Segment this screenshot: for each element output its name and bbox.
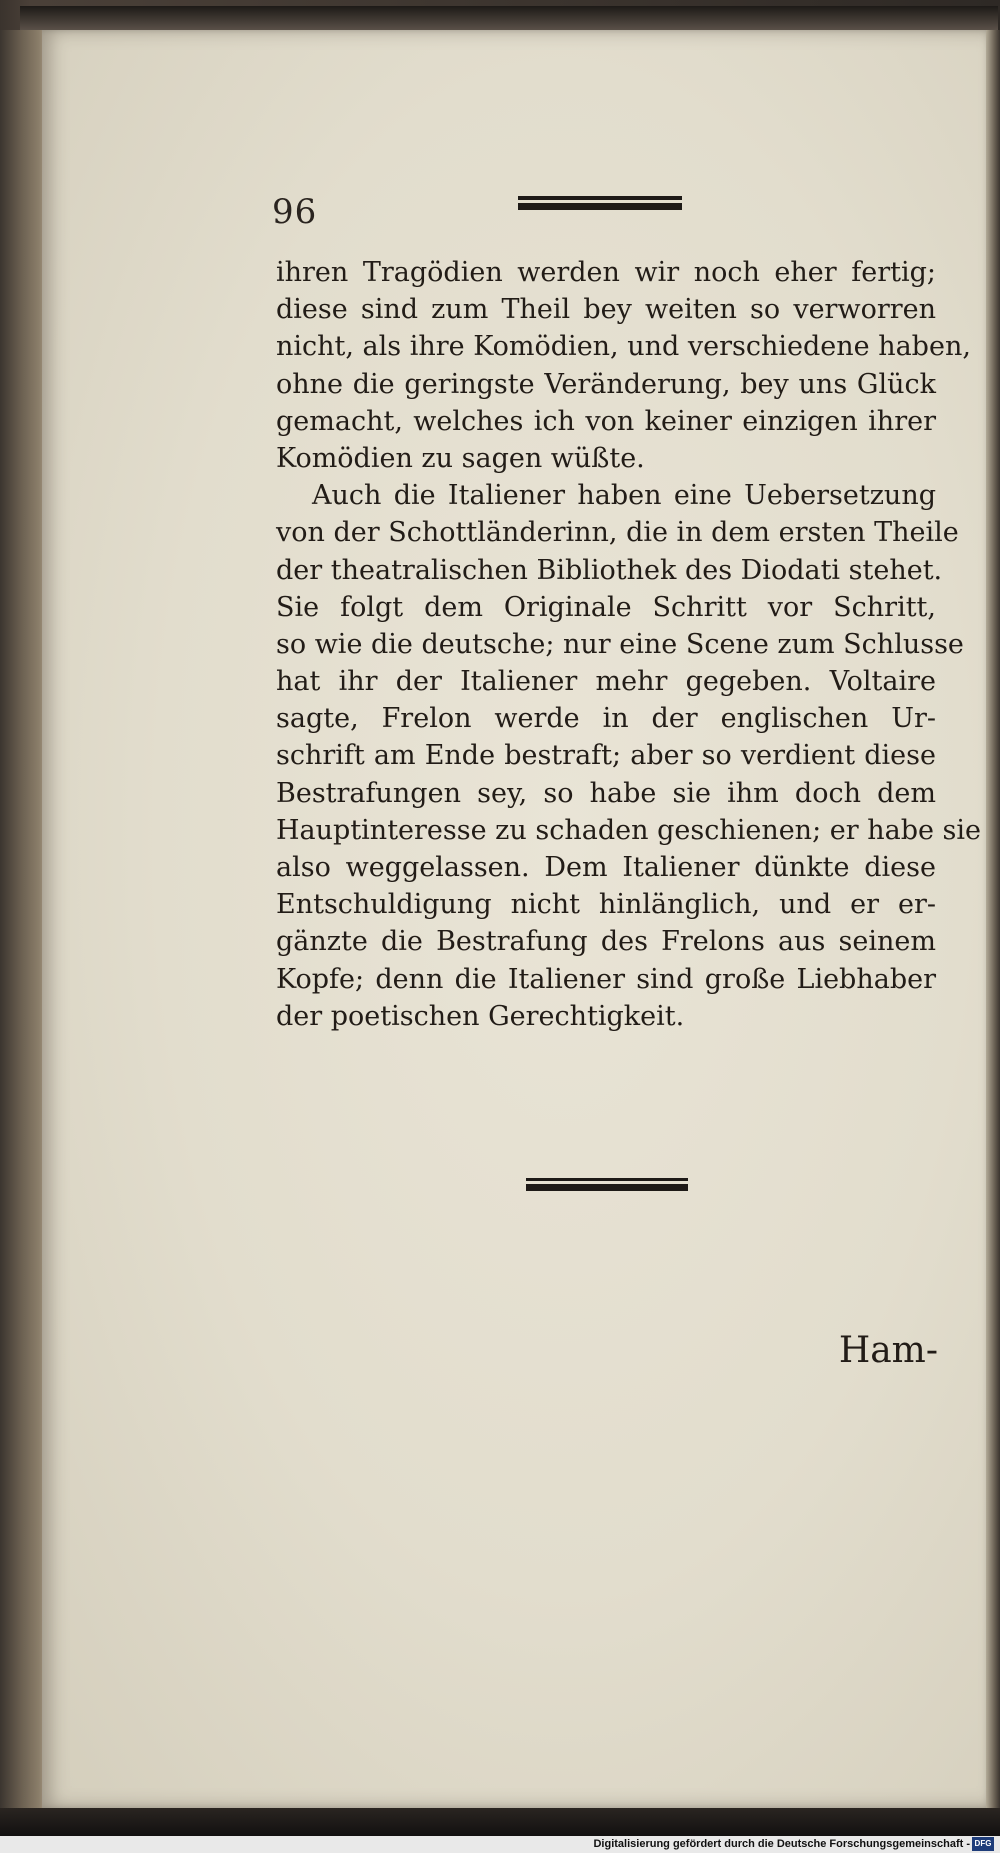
text-line: schrift am Ende bestraft; aber so verdient diese: [276, 740, 936, 772]
text-line: Kopfe; denn die Italiener sind große Liebhaber: [276, 963, 936, 995]
page-edge: [986, 30, 1000, 1810]
text-line: ihren Tragödien werden wir noch eher fertig;: [276, 257, 936, 288]
text-line: diese sind zum Theil bey weiten so verworren: [276, 294, 936, 326]
text-line: ohne die geringste Veränderung, bey uns Glück: [276, 368, 936, 400]
page-number: 96: [272, 192, 318, 232]
text-line: Hauptinteresse zu schaden geschienen; er habe sie: [276, 814, 982, 846]
text-line: der theatralischen Bibliothek des Diodati stehet.: [276, 554, 943, 586]
header-rule-thick: [518, 203, 682, 210]
text-line: gänzte die Bestrafung des Frelons aus seinem: [276, 926, 936, 958]
text-line: Entschuldigung nicht hinlänglich, und er er-: [276, 889, 936, 921]
book-bottom-edge: [0, 1808, 1000, 1836]
end-rule-thick: [526, 1184, 688, 1191]
text-line: so wie die deutsche; nur eine Scene zum Schlusse: [276, 628, 964, 660]
text-line: Komödien zu sagen wüßte.: [276, 442, 645, 474]
text-line: gemacht, welches ich von keiner einzigen ihrer: [276, 405, 936, 437]
text-line: also weggelassen. Dem Italiener dünkte diese: [276, 852, 936, 883]
text-line: nicht, als ihre Komödien, und verschiedene haben,: [276, 331, 971, 363]
header-rule-thin: [518, 196, 682, 200]
text-line: von der Schottländerinn, die in dem ersten Theile: [276, 517, 959, 549]
book-top-edge: [20, 6, 998, 30]
text-line: Bestrafungen sey, so habe sie ihm doch dem: [276, 777, 936, 809]
end-rule-thin: [526, 1178, 688, 1181]
dfg-logo: DFG: [972, 1837, 994, 1851]
text-line: Sie folgt dem Originale Schritt vor Schritt,: [276, 591, 936, 623]
body-text: [276, 254, 982, 1035]
footer-credit: Digitalisierung gefördert durch die Deutsche Forschungsgemeinschaft -: [593, 1838, 970, 1850]
text-line: Auch die Italiener haben eine Uebersetzung: [312, 480, 936, 512]
text-line: der poetischen Gerechtigkeit.: [276, 1000, 685, 1032]
text-line: hat ihr der Italiener mehr gegeben. Voltaire: [276, 666, 936, 698]
catchword: Ham-: [838, 1330, 938, 1371]
text-line: sagte, Frelon werde in der englischen Ur-: [276, 703, 936, 735]
